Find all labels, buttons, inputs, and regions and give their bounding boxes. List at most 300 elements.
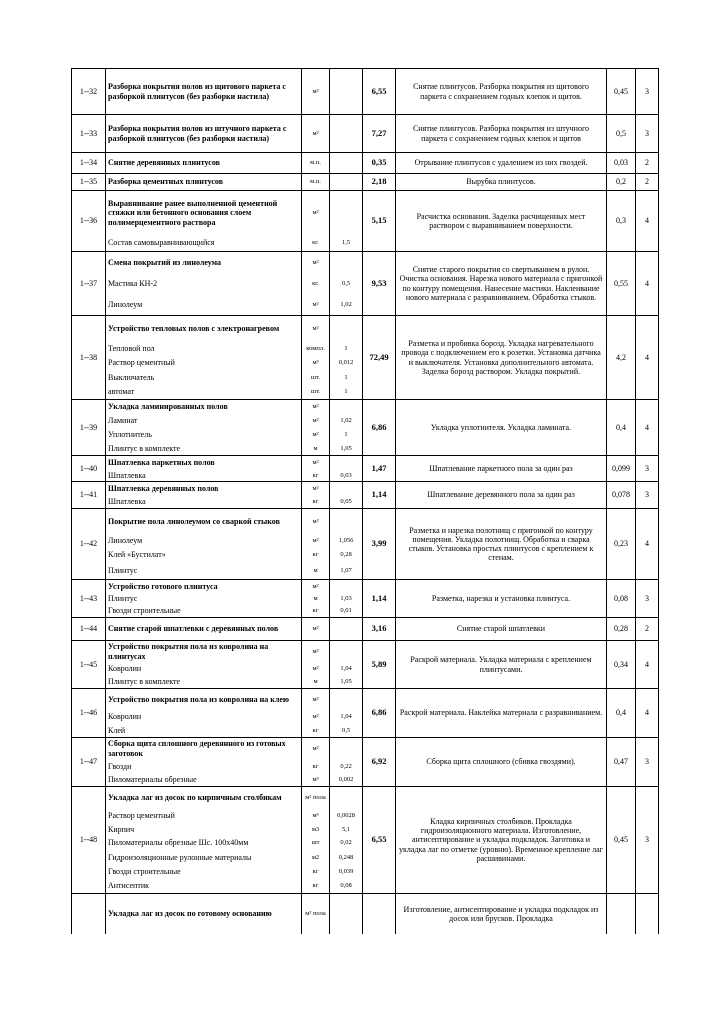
category xyxy=(636,894,659,935)
work-name-cell xyxy=(106,69,302,115)
material-name: Клей xyxy=(108,725,126,735)
time-norm: 7,27 xyxy=(363,115,396,153)
material-name: Шпатлевка xyxy=(108,470,146,480)
quantity-cell xyxy=(330,689,363,738)
work-name-cell xyxy=(106,738,302,787)
item-code: 1--35 xyxy=(72,174,106,191)
quantity-cell xyxy=(330,252,363,316)
coefficient: 0,08 xyxy=(607,580,636,618)
category: 4 xyxy=(636,509,659,580)
quantity-value xyxy=(330,580,362,593)
category: 3 xyxy=(636,738,659,787)
unit-label: м² xyxy=(312,485,319,493)
table-row xyxy=(72,191,659,252)
quantity-cell xyxy=(330,618,363,641)
unit-label: кг xyxy=(312,882,319,890)
unit-cell xyxy=(302,400,330,456)
quantity-value: 0,02 xyxy=(340,839,352,847)
table-row xyxy=(72,894,659,935)
item-code: 1--32 xyxy=(72,69,106,115)
time-norm: 5,15 xyxy=(363,191,396,252)
item-code: 1--45 xyxy=(72,641,106,689)
work-description: Изготовление, антисептирование и укладка подкладок из досок или брусков. Прокладка xyxy=(396,894,607,935)
quantity-value: 1,05 xyxy=(340,677,352,685)
unit-label: м² xyxy=(312,713,319,721)
unit-label: м² xyxy=(312,403,319,411)
quantity-value: 1,5 xyxy=(341,239,351,247)
quantity-value: 1,02 xyxy=(340,300,352,308)
category: 4 xyxy=(636,191,659,252)
material-name: Кирпич xyxy=(108,824,135,834)
work-name-cell xyxy=(106,689,302,738)
time-norm xyxy=(363,894,396,935)
coefficient: 0,23 xyxy=(607,509,636,580)
unit-cell xyxy=(302,69,330,115)
quantity-cell xyxy=(330,69,363,115)
item-code: 1--42 xyxy=(72,509,106,580)
material-name: Тепловой пол xyxy=(108,343,155,353)
work-title: Шпатлевка паркетных полов xyxy=(108,458,215,468)
quantity-value xyxy=(330,894,362,934)
coefficient: 0,28 xyxy=(607,618,636,641)
material-name: Выключатель xyxy=(108,372,155,382)
unit-label: кг xyxy=(312,551,319,559)
time-norm: 3,99 xyxy=(363,509,396,580)
time-norm: 9,53 xyxy=(363,252,396,316)
work-title: Выравнивание ранее выполненной цементной стяжки или бетонного основания слоем полимерцементного раствора xyxy=(108,199,278,227)
table-row xyxy=(72,787,659,894)
category: 3 xyxy=(636,115,659,153)
unit-cell xyxy=(302,618,330,641)
work-description: Кладка кирпичных столбиков. Прокладка гидроизоляционного материала. Изготовление, антисептирование и укладка подкладок. Заготовка и укладка лаг по отметке (уровню). Временное крепление лаг расшивинами. xyxy=(396,787,607,894)
work-name-cell xyxy=(106,153,302,174)
table-row xyxy=(72,689,659,738)
unit-label: м² xyxy=(312,209,319,217)
coefficient: 0,34 xyxy=(607,641,636,689)
category: 4 xyxy=(636,400,659,456)
coefficient xyxy=(607,894,636,935)
item-code: 1--48 xyxy=(72,787,106,894)
work-name-cell xyxy=(106,316,302,400)
material-name: Ковролин xyxy=(108,712,142,722)
work-description: Отрывание плинтусов с удалением из них гвоздей. xyxy=(396,153,607,174)
table-row xyxy=(72,509,659,580)
material-name: Пиломатериалы обрезные xyxy=(108,775,197,785)
unit-cell xyxy=(302,153,330,174)
unit-label: м² xyxy=(312,87,319,95)
time-norm: 2,18 xyxy=(363,174,396,191)
unit-label: м² пола xyxy=(305,910,326,918)
work-description: Снятие плинтусов. Разборка покрытия из штучного паркета с сохранением годных клепок и щитов xyxy=(396,115,607,153)
work-name-cell xyxy=(106,174,302,191)
unit-label: м² xyxy=(312,431,319,439)
time-norm: 6,55 xyxy=(363,69,396,115)
material-name: Плинтус в комплекте xyxy=(108,676,181,686)
unit-label: м³ xyxy=(312,811,319,819)
work-description: Сборка щита сплошного (сбивка гвоздями). xyxy=(396,738,607,787)
coefficient: 0,099 xyxy=(607,456,636,482)
work-title: Укладка лаг из досок по готовому основанию xyxy=(108,909,272,919)
quantity-value: 0,002 xyxy=(338,776,354,784)
work-name-cell xyxy=(106,191,302,252)
quantity-value: 0,08 xyxy=(340,882,352,890)
quantity-value: 0,01 xyxy=(340,607,352,615)
quantity-value xyxy=(330,400,362,414)
item-code: 1--34 xyxy=(72,153,106,174)
quantity-value: 0,22 xyxy=(340,762,352,770)
work-title: Разборка покрытия полов из штучного паркета с разборкой плинтусов (без разборки настила) xyxy=(108,124,287,143)
unit-label: м² xyxy=(312,129,319,137)
unit-cell xyxy=(302,191,330,252)
table-row xyxy=(72,69,659,115)
material-name: Шпатлевка xyxy=(108,497,146,507)
unit-label: кг xyxy=(312,762,319,770)
quantity-value xyxy=(330,689,362,710)
quantity-value xyxy=(330,456,362,470)
category: 3 xyxy=(636,69,659,115)
unit-cell xyxy=(302,174,330,191)
unit-label: м² пола xyxy=(305,793,326,801)
work-title: Укладка ламинированных полов xyxy=(108,402,228,412)
item-code: 1--33 xyxy=(72,115,106,153)
time-norm: 0,35 xyxy=(363,153,396,174)
work-description: Раскрой материала. Укладка материала с креплением плинтусами. xyxy=(396,641,607,689)
quantity-value: 0,039 xyxy=(338,868,354,876)
material-name: Плинтус xyxy=(108,566,138,576)
category: 2 xyxy=(636,618,659,641)
work-title: Покрытие пола линолеумом со сваркой стыков xyxy=(108,517,280,527)
time-norm: 5,89 xyxy=(363,641,396,689)
coefficient: 0,03 xyxy=(607,153,636,174)
unit-label: кг xyxy=(312,607,319,615)
work-title: Устройство тепловых полов с электронагревом xyxy=(108,323,280,333)
material-name: Линолеум xyxy=(108,536,143,546)
unit-cell xyxy=(302,894,330,935)
unit-label: м xyxy=(313,677,318,685)
time-norm: 1,47 xyxy=(363,456,396,482)
material-name: Линолеум xyxy=(108,299,143,309)
unit-cell xyxy=(302,509,330,580)
material-name: Гвозди xyxy=(108,761,132,771)
work-description: Разметка, нарезка и установка плинтуса. xyxy=(396,580,607,618)
unit-cell xyxy=(302,115,330,153)
quantity-cell xyxy=(330,738,363,787)
work-title: Снятие деревянных плинтусов xyxy=(108,158,220,168)
work-description: Разметка и нарезка полотнищ с пригонкой по контуру помещения. Укладка полотнищ. Обработка и сварка стыков. Установка простых плинтусов с креплением к стенам. xyxy=(396,509,607,580)
table-row xyxy=(72,641,659,689)
table-row xyxy=(72,115,659,153)
category: 2 xyxy=(636,174,659,191)
item-code: 1--46 xyxy=(72,689,106,738)
quantity-value xyxy=(330,191,362,235)
work-title: Смена покрытий из линолеума xyxy=(108,257,222,267)
quantity-value xyxy=(330,316,362,341)
quantity-value: 1,04 xyxy=(340,664,352,672)
unit-label: м² xyxy=(312,258,319,266)
item-code: 1--47 xyxy=(72,738,106,787)
quantity-cell xyxy=(330,580,363,618)
work-title: Сборка щита сплошного деревянного из готовых заготовок xyxy=(108,739,286,758)
work-name-cell xyxy=(106,456,302,482)
item-code: 1--37 xyxy=(72,252,106,316)
unit-label: м2 xyxy=(311,853,320,861)
time-norm: 6,86 xyxy=(363,400,396,456)
unit-label: м³ xyxy=(312,776,319,784)
unit-label: м² xyxy=(312,695,319,703)
work-title: Снятие старой шпатлевки с деревянных полов xyxy=(108,624,279,634)
quantity-value: 0,0028 xyxy=(337,811,355,819)
quantity-value: 1,07 xyxy=(340,567,352,575)
quantity-value: 1,05 xyxy=(340,444,352,452)
work-title: Разборка покрытия полов из щитового паркета с разборкой плинтусов (без разборки настила) xyxy=(108,82,286,101)
table-row xyxy=(72,153,659,174)
unit-label: м xyxy=(313,595,318,603)
work-name-cell xyxy=(106,115,302,153)
quantity-value: 0,248 xyxy=(338,853,354,861)
unit-label: м² xyxy=(312,664,319,672)
material-name: Мастика КН-2 xyxy=(108,278,158,288)
table-row xyxy=(72,482,659,509)
work-name-cell xyxy=(106,509,302,580)
work-title: Разборка цементных плинтусов xyxy=(108,177,224,187)
material-name: Ламинат xyxy=(108,416,138,426)
quantity-value: 1 xyxy=(344,431,348,439)
unit-cell xyxy=(302,456,330,482)
material-name: Плинтус в комплекте xyxy=(108,443,181,453)
quantity-cell xyxy=(330,641,363,689)
work-title: Устройство готового плинтуса xyxy=(108,581,218,591)
unit-label: кг xyxy=(312,498,319,506)
work-name-cell xyxy=(106,641,302,689)
coefficient: 0,4 xyxy=(607,689,636,738)
quantity-value xyxy=(330,738,362,759)
quantity-value xyxy=(330,641,362,662)
work-description: Вырубка плинтусов. xyxy=(396,174,607,191)
unit-label: м² xyxy=(312,459,319,467)
unit-cell xyxy=(302,689,330,738)
category: 3 xyxy=(636,787,659,894)
quantity-value xyxy=(330,69,362,114)
time-norm: 6,86 xyxy=(363,689,396,738)
work-description: Снятие старой шпатлевки xyxy=(396,618,607,641)
time-norm: 6,55 xyxy=(363,787,396,894)
time-norm: 1,14 xyxy=(363,482,396,509)
unit-label: кг xyxy=(312,868,319,876)
quantity-cell xyxy=(330,894,363,935)
unit-cell xyxy=(302,787,330,894)
quantity-value xyxy=(330,618,362,640)
item-code: 1--36 xyxy=(72,191,106,252)
quantity-value: 1 xyxy=(344,373,348,381)
work-name-cell xyxy=(106,618,302,641)
work-title: Устройство покрытия пола из ковролина на плинтусах xyxy=(108,642,269,661)
unit-label: м² xyxy=(312,582,319,590)
table-row xyxy=(72,400,659,456)
material-name: Клей «Бустилат» xyxy=(108,550,166,560)
material-name: Раствор цементный xyxy=(108,358,175,368)
category: 4 xyxy=(636,252,659,316)
time-norm: 1,14 xyxy=(363,580,396,618)
item-code: 1--38 xyxy=(72,316,106,400)
material-name: Плинтус xyxy=(108,594,138,604)
quantity-cell xyxy=(330,115,363,153)
quantity-cell xyxy=(330,787,363,894)
unit-label: кг. xyxy=(312,239,319,247)
quantity-value: 0,012 xyxy=(338,359,354,367)
quantity-value: 0,05 xyxy=(340,498,352,506)
quantity-value: 0,03 xyxy=(340,471,352,479)
coefficient: 0,45 xyxy=(607,69,636,115)
quantity-value: 1,02 xyxy=(340,417,352,425)
work-description: Шпатлевание паркетного пола за один раз xyxy=(396,456,607,482)
category: 4 xyxy=(636,641,659,689)
coefficient: 0,47 xyxy=(607,738,636,787)
quantity-cell xyxy=(330,174,363,191)
category: 4 xyxy=(636,689,659,738)
unit-label: м² xyxy=(312,625,319,633)
work-name-cell xyxy=(106,787,302,894)
item-code: 1--40 xyxy=(72,456,106,482)
unit-label: м² xyxy=(312,744,319,752)
quantity-value xyxy=(330,509,362,535)
material-name: Раствор цементный xyxy=(108,810,175,820)
coefficient: 0,45 xyxy=(607,787,636,894)
quantity-cell xyxy=(330,191,363,252)
unit-label: м.п. xyxy=(310,178,321,186)
unit-label: шт xyxy=(311,839,320,847)
quantity-value: 1,04 xyxy=(340,713,352,721)
unit-cell xyxy=(302,316,330,400)
coefficient: 0,5 xyxy=(607,115,636,153)
quantity-cell xyxy=(330,509,363,580)
category: 2 xyxy=(636,153,659,174)
norms-table xyxy=(71,68,659,934)
unit-cell xyxy=(302,482,330,509)
unit-label: м xyxy=(313,444,318,452)
unit-label: кг xyxy=(312,726,319,734)
work-title: Укладка лаг из досок по кирпичным столбикам xyxy=(108,792,282,802)
quantity-value xyxy=(330,153,362,173)
quantity-value xyxy=(330,482,362,496)
table-row xyxy=(72,580,659,618)
quantity-value: 0,5 xyxy=(341,279,351,287)
work-name-cell xyxy=(106,894,302,935)
coefficient: 0,4 xyxy=(607,400,636,456)
work-name-cell xyxy=(106,400,302,456)
category: 3 xyxy=(636,482,659,509)
work-title: Устройство покрытия пола из ковролина на клею xyxy=(108,694,290,704)
category: 3 xyxy=(636,456,659,482)
time-norm: 3,16 xyxy=(363,618,396,641)
work-name-cell xyxy=(106,580,302,618)
item-code: 1--44 xyxy=(72,618,106,641)
unit-cell xyxy=(302,641,330,689)
quantity-value xyxy=(330,115,362,152)
item-code: 1--41 xyxy=(72,482,106,509)
unit-cell xyxy=(302,738,330,787)
quantity-cell xyxy=(330,153,363,174)
unit-label: м² xyxy=(312,300,319,308)
unit-cell xyxy=(302,580,330,618)
coefficient: 0,078 xyxy=(607,482,636,509)
item-code: 1--39 xyxy=(72,400,106,456)
material-name: Уплотнитель xyxy=(108,430,152,440)
time-norm: 72,49 xyxy=(363,316,396,400)
quantity-value: 0,28 xyxy=(340,551,352,559)
unit-label: м xyxy=(313,567,318,575)
unit-label: м² xyxy=(312,324,319,332)
work-description: Расчистка основания. Заделка расчищенных мест раствором с выравниванием поверхности. xyxy=(396,191,607,252)
unit-label: м² xyxy=(312,417,319,425)
work-title: Шпатлевка деревянных полов xyxy=(108,484,219,494)
work-description: Шпатлевание деревянного пола за один раз xyxy=(396,482,607,509)
material-name: Гвозди строительные xyxy=(108,867,181,877)
quantity-value xyxy=(330,174,362,190)
quantity-value: 5,1 xyxy=(341,825,351,833)
table-row xyxy=(72,252,659,316)
category: 4 xyxy=(636,316,659,400)
unit-label: м.п. xyxy=(310,159,321,167)
unit-label: шт. xyxy=(311,373,320,381)
work-name-cell xyxy=(106,252,302,316)
unit-label: м² xyxy=(312,537,319,545)
unit-label: кг. xyxy=(312,279,319,287)
quantity-value xyxy=(330,787,362,808)
coefficient: 0,3 xyxy=(607,191,636,252)
table-row xyxy=(72,618,659,641)
material-name: Антисептик xyxy=(108,881,149,891)
material-name: Гвозди строительные xyxy=(108,606,181,616)
material-name: Гидроизоляционные рулонные материалы xyxy=(108,852,252,862)
material-name: автомат xyxy=(108,387,135,397)
unit-label: м² xyxy=(312,647,319,655)
work-description: Укладка уплотнителя. Укладка ламината. xyxy=(396,400,607,456)
time-norm: 6,92 xyxy=(363,738,396,787)
quantity-value: 0,5 xyxy=(341,726,351,734)
quantity-cell xyxy=(330,482,363,509)
work-name-cell xyxy=(106,482,302,509)
quantity-cell xyxy=(330,316,363,400)
material-name: Ковролин xyxy=(108,663,142,673)
unit-label: кг xyxy=(312,471,319,479)
category: 3 xyxy=(636,580,659,618)
unit-label: м² xyxy=(312,518,319,526)
item-code: 1--43 xyxy=(72,580,106,618)
unit-label: компл. xyxy=(306,344,325,352)
unit-label: шт. xyxy=(311,388,320,396)
material-name: Пиломатериалы обрезные Шс. 100х40мм xyxy=(108,838,249,848)
item-code xyxy=(72,894,106,935)
quantity-value: 1 xyxy=(344,344,348,352)
unit-label: м3 xyxy=(311,825,320,833)
work-description: Снятие плинтусов. Разборка покрытия из щитового паркета с сохранением годных клепок и щитов. xyxy=(396,69,607,115)
coefficient: 0,55 xyxy=(607,252,636,316)
table-row xyxy=(72,456,659,482)
coefficient: 4,2 xyxy=(607,316,636,400)
material-name: Состав самовыравнивающийся xyxy=(108,238,215,248)
coefficient: 0,2 xyxy=(607,174,636,191)
quantity-cell xyxy=(330,456,363,482)
quantity-cell xyxy=(330,400,363,456)
unit-label: м³ xyxy=(312,359,319,367)
unit-cell xyxy=(302,252,330,316)
work-description: Разметка и пробивка борозд. Укладка нагревательного провода с подключением его к розетки. Установка датчика и выключателя. Установка дополнительного автомата. Заделка борозд раствором. Укладка покрытий. xyxy=(396,316,607,400)
quantity-value: 1,03 xyxy=(340,595,352,603)
work-description: Снятие старого покрытия со свертыванием в рулон. Очистка основания. Нарезка нового материала с пригонкой по контуру помещения. Нанесение мастики. Наклеивание нового материала с разравниванием. Обработка стыков. xyxy=(396,252,607,316)
table-row xyxy=(72,316,659,400)
table-row xyxy=(72,738,659,787)
work-description: Раскрой материала. Наклейка материала с разравниванием. xyxy=(396,689,607,738)
